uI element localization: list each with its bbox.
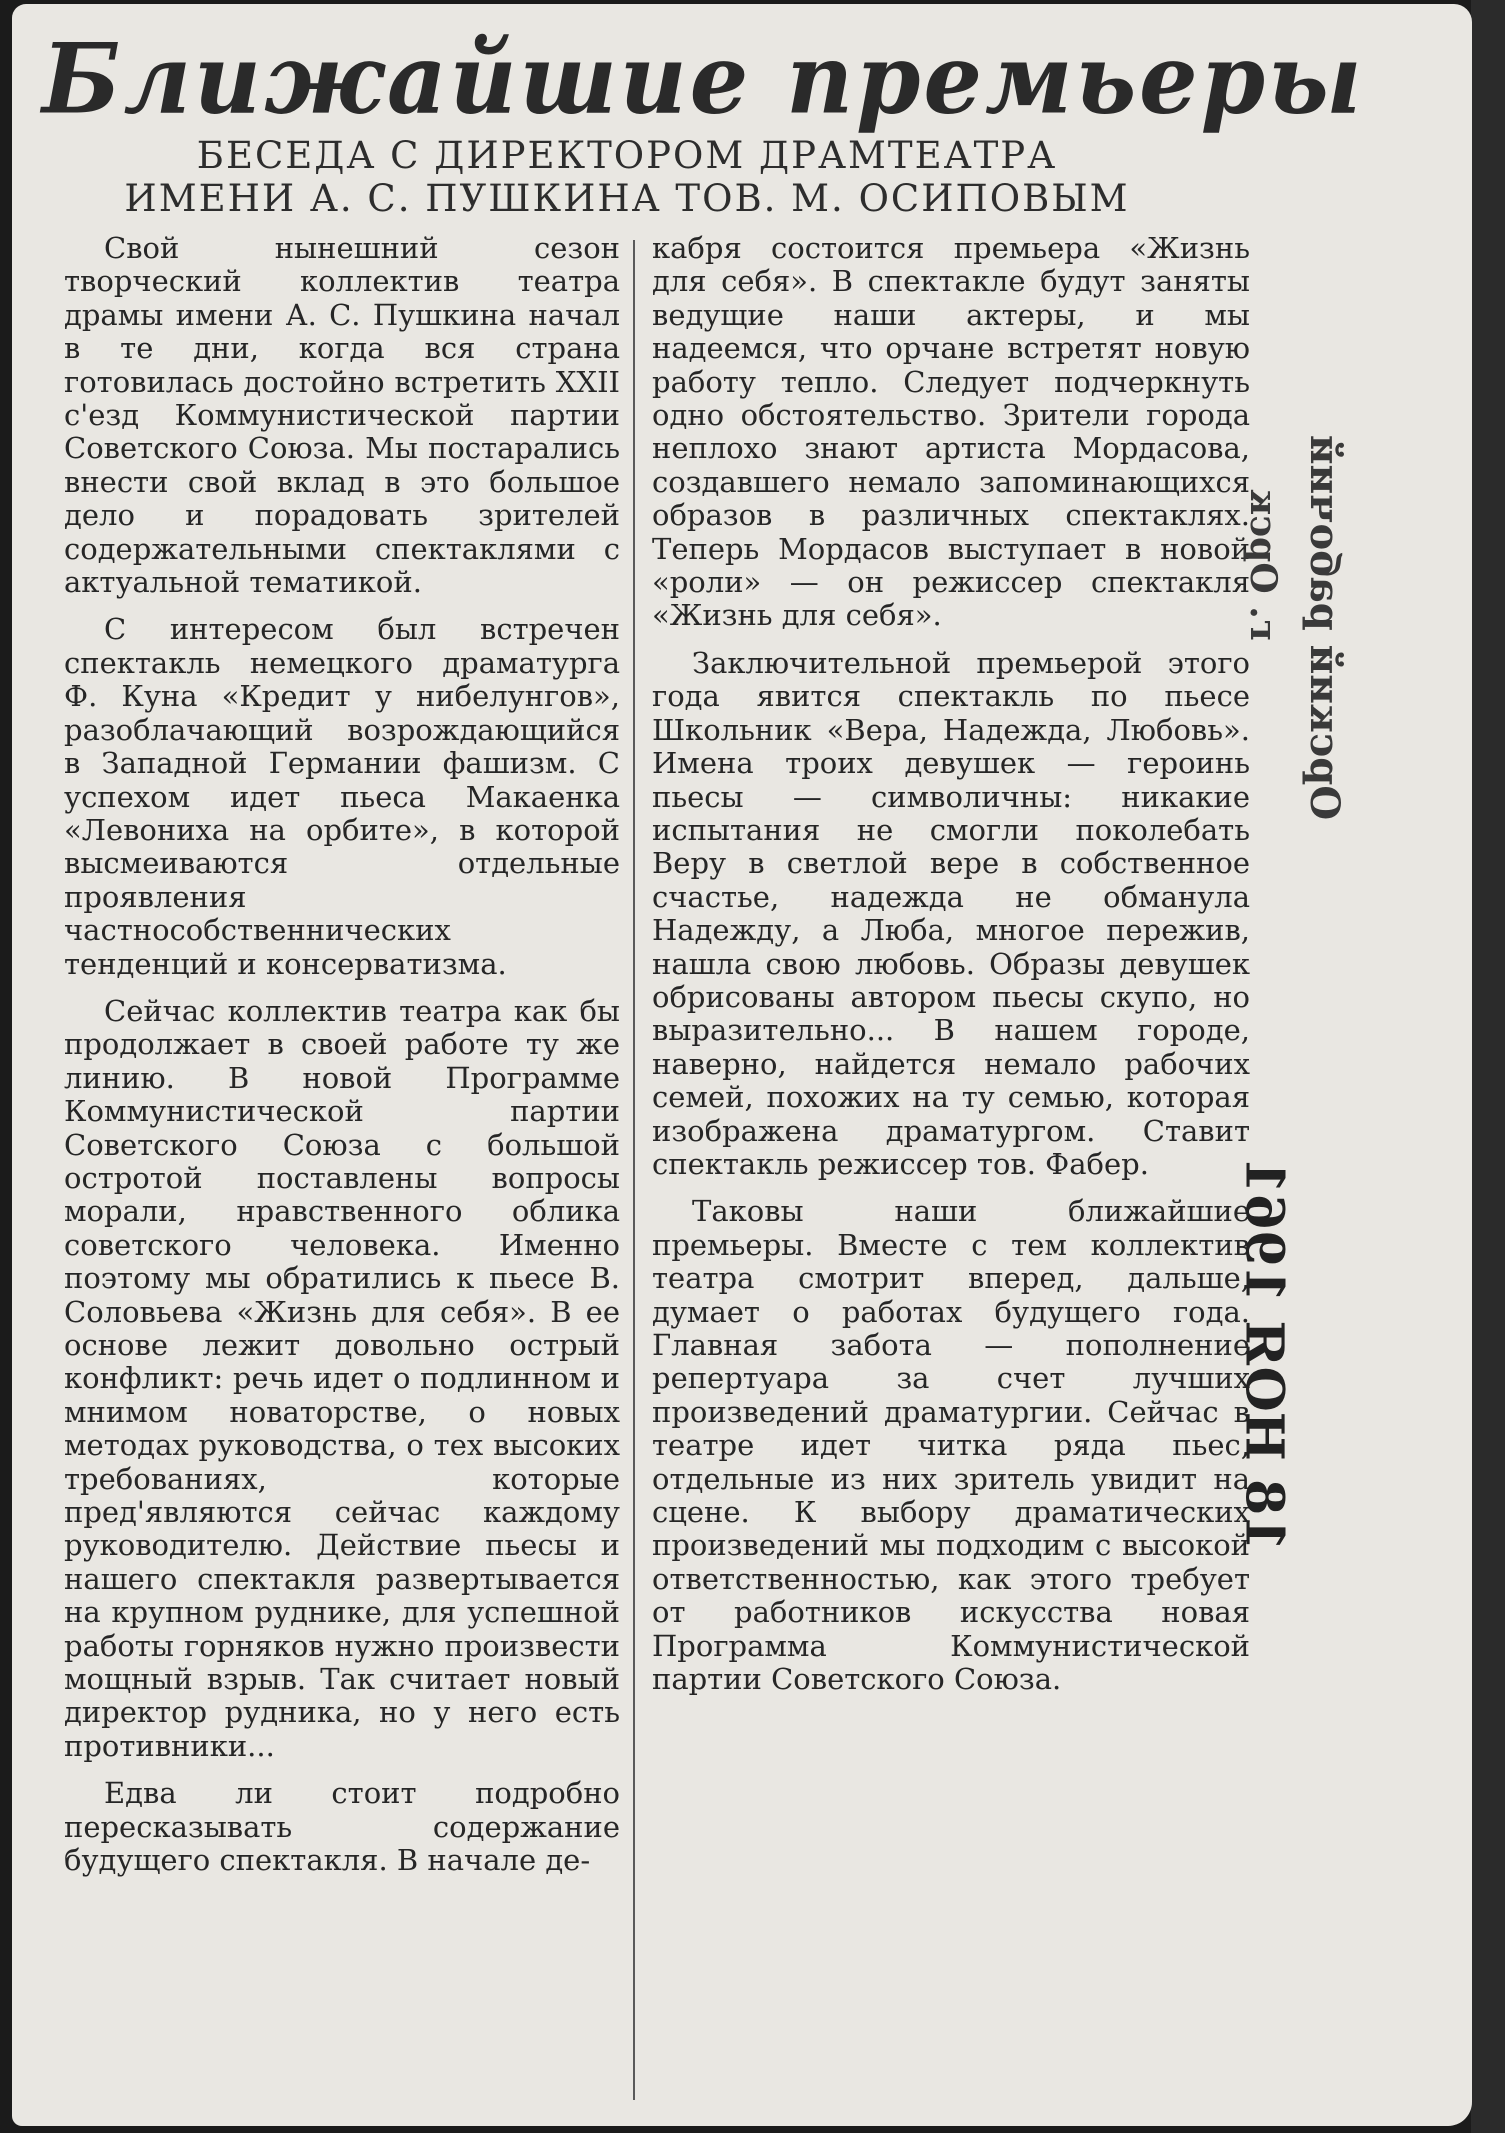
scan-background-edge — [1471, 0, 1505, 2133]
newspaper-clipping — [12, 4, 1472, 2126]
paragraph: Заключительной премьерой этого года явится спектакль по пьесе Школьник «Вера, Надежда, Любовь». Имена троих девушек — героинь пьесы — символичны: никакие испытания не смогли поколебать Веру в светлой вере в собственное счастье, надежда не обманула Надежду, а Люба, многое пережив, нашла свою любовь. Образы девушек обрисованы автором пьесы скупо, но выразительно... В нашем городе, наверно, найдется немало рабочих семей, похожих на ту семью, которая изображена драматургом. Ставит спектакль режиссер тов. Фабер. — [652, 645, 1250, 1181]
paragraph: Свой нынешний сезон творческий коллектив театра драмы имени А. С. Пушкина начал в те дни, когда вся страна готовилась достойно встретить XXII с'езд Коммунистической партии Советского Союза. Мы постарались внести свой вклад в это большое дело и порадовать зрителей содержательными спектаклями с актуальной тематикой. — [64, 231, 620, 600]
paragraph: кабря состоится премьера «Жизнь для себя». В спектакле будут заняты ведущие наши актеры, и мы надеемся, что орчане встретят новую работу тепло. Следует подчеркнуть одно обстоятельство. Зрители города неплохо знают артиста Мордасова, создавшего немало запоминающихся образов в различных спектаклях. Теперь Мордасов выступает в новой «роли» — он режиссер спектакля «Жизнь для себя». — [652, 231, 1250, 633]
date-stamp: 18 НОЯ 1961 — [1233, 1157, 1295, 1552]
paragraph: С интересом был встречен спектакль немецкого драматурга Ф. Куна «Кредит у нибелунгов», разоблачающий возрождающийся в Западной Германии фашизм. С успехом идет пьеса Макаенка «Левониха на орбите», в которой высмеиваются отдельные проявления частнособственнических тенденций и консерватизма. — [64, 612, 620, 981]
paragraph: Таковы наши ближайшие премьеры. Вместе с тем коллектив театра смотрит вперед, дальше, думает о работах будущего года. Главная забота — пополнение репертуара за счет лучших произведений драматургии. Сейчас в театре идет читка ряда пьес, отдельные из них зритель увидит на сцене. К выбору драматических произведений мы подходим с высокой ответственностью, как этого требует от работников искусства новая Программа Коммунистической партии Советского Союза. — [652, 1194, 1250, 1697]
column-divider — [633, 240, 635, 2100]
article-column-2 — [652, 232, 1250, 1710]
subheading-line-1: БЕСЕДА С ДИРЕКТОРОМ ДРАМТЕАТРА — [196, 134, 1058, 177]
city-stamp: г. Орск — [1241, 489, 1284, 641]
paragraph: Едва ли стоит подробно пересказывать содержание будущего спектакля. В начале де- — [64, 1776, 620, 1878]
article-column-1 — [64, 232, 620, 1892]
paragraph: Сейчас коллектив театра как бы продолжает в своей работе ту же линию. В новой Программе Коммунистической партии Советского Союза с большой остротой поставлены вопросы морали, нравственного облика советского человека. Именно поэтому мы обратились к пьесе В. Соловьева «Жизнь для себя». В ее основе лежит довольно острый конфликт: речь идет о подлинном и мнимом новаторстве, о новых методах руководства, о тех высоких требованиях, которые пред'являются сейчас каждому руководителю. Действие пьесы и нашего спектакля развертывается на крупном руднике, для успешной работы горняков нужно произвести мощный взрыв. Так считает новый директор рудника, но у него есть противники... — [64, 993, 620, 1763]
headline: Ближайшие премьеры — [42, 22, 1365, 136]
subheading-line-2: ИМЕНИ А. С. ПУШКИНА ТОВ. М. ОСИПОВЫМ — [124, 177, 1130, 220]
source-stamp: Орский рабочий — [1301, 434, 1349, 821]
